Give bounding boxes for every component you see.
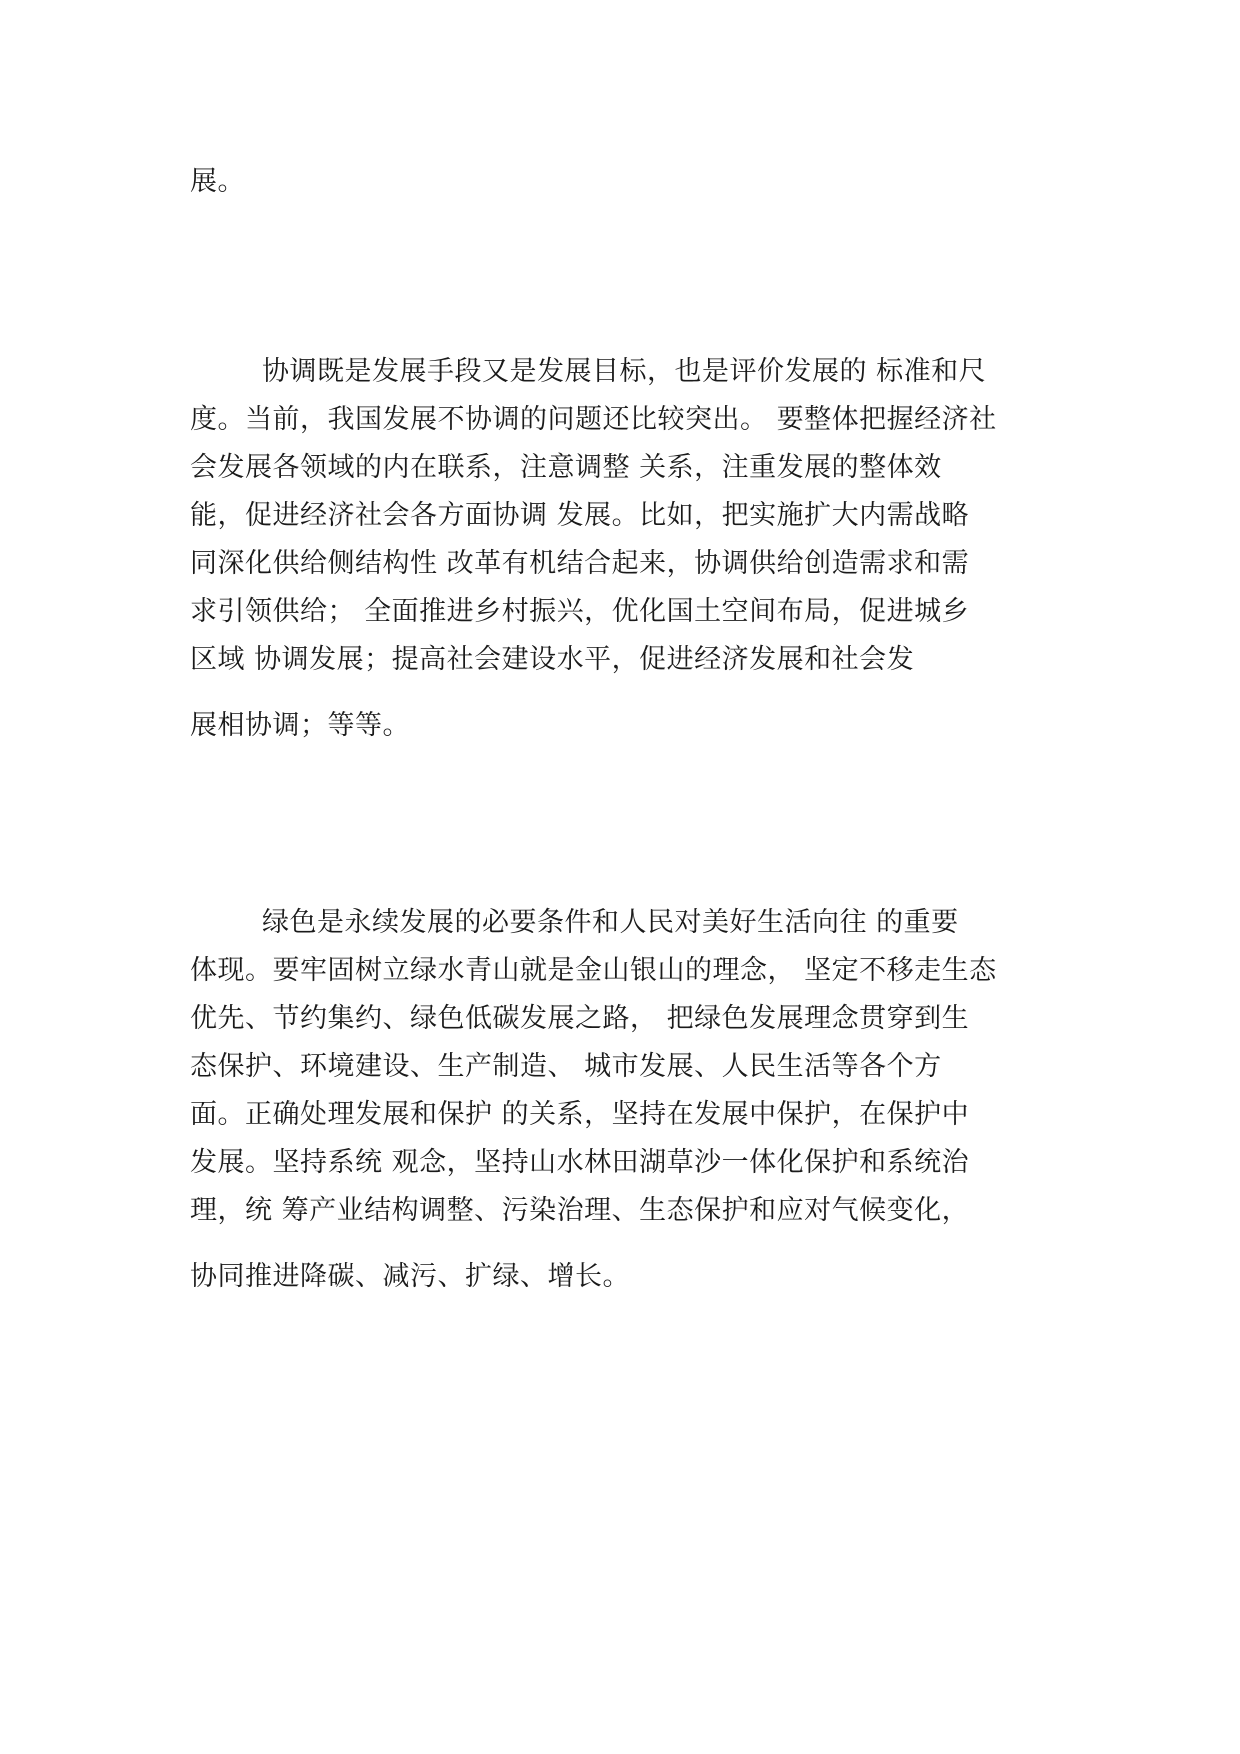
text-line: 度。当前，我国发展不协调的问题还比较突出。 要整体把握经济社 — [190, 404, 997, 435]
text-line: 求引领供给； 全面推进乡村振兴，优化国土空间布局，促进城乡 — [190, 596, 970, 627]
text-line: 展。 — [190, 166, 245, 197]
text-line: 能，促进经济社会各方面协调 发展。比如，把实施扩大内需战略 — [190, 500, 970, 531]
text-line: 同深化供给侧结构性 改革有机结合起来，协调供给创造需求和需 — [190, 548, 970, 579]
text-line: 理，统 筹产业结构调整、污染治理、生态保护和应对气候变化， — [190, 1195, 970, 1226]
text-line: 态保护、环境建设、生产制造、 城市发展、人民生活等各个方 — [190, 1051, 942, 1082]
text-line: 绿色是永续发展的必要条件和人民对美好生活向往 的重要 — [262, 907, 959, 938]
text-line: 展相协调；等等。 — [190, 710, 410, 741]
text-line: 面。正确处理发展和保护 的关系，坚持在发展中保护，在保护中 — [190, 1099, 970, 1130]
text-line: 体现。要牢固树立绿水青山就是金山银山的理念， 坚定不移走生态 — [190, 955, 997, 986]
text-line: 协同推进降碳、减污、扩绿、增长。 — [190, 1261, 630, 1292]
text-line: 发展。坚持系统 观念，坚持山水林田湖草沙一体化保护和系统治 — [190, 1147, 970, 1178]
text-line: 区域 协调发展；提高社会建设水平，促进经济发展和社会发 — [190, 644, 915, 675]
text-line: 优先、节约集约、绿色低碳发展之路， 把绿色发展理念贯穿到生 — [190, 1003, 970, 1034]
text-line: 会发展各领域的内在联系，注意调整 关系，注重发展的整体效 — [190, 452, 942, 483]
text-line: 协调既是发展手段又是发展目标，也是评价发展的 标准和尺 — [262, 356, 987, 387]
